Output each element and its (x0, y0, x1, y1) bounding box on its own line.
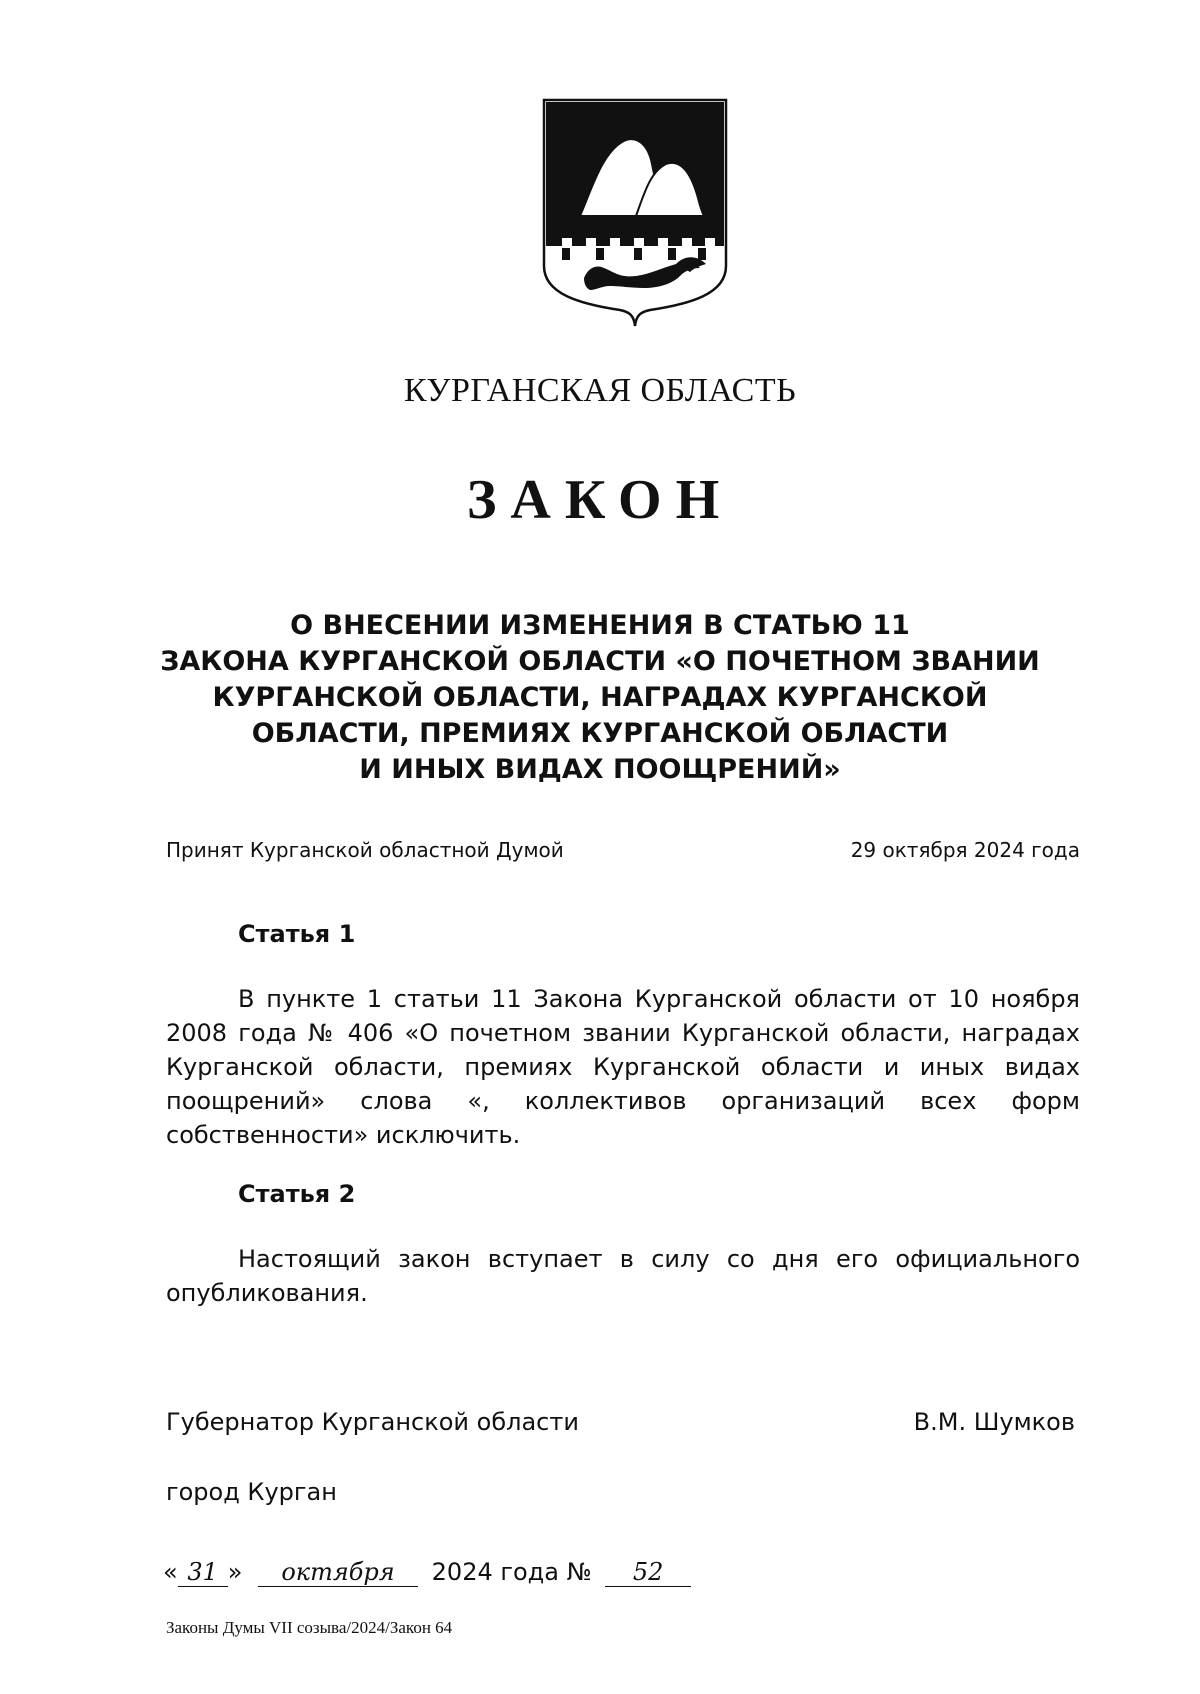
signer-position: Губернатор Курганской области (166, 1408, 579, 1436)
adoption-date: 29 октября 2024 года (850, 838, 1080, 862)
merlon-4 (668, 248, 676, 260)
footer-path: Законы Думы VII созыва/2024/Закон 64 (166, 1618, 453, 1637)
coat-of-arms-emblem (540, 98, 730, 330)
article-2-heading: Статья 2 (238, 1180, 356, 1208)
document-type: ЗАКОН (466, 469, 734, 531)
merlon-5 (698, 248, 706, 260)
close-quote: » (227, 1558, 243, 1586)
day-handwritten: 31 (178, 1558, 228, 1587)
year-and-number-label: 2024 года № (431, 1558, 592, 1586)
article-2-text: Настоящий закон вступает в силу со дня его официального опубликования. (166, 1245, 1080, 1307)
adopted-by: Принят Курганской областной Думой (166, 838, 564, 862)
law-title-line: О ВНЕСЕНИИ ИЗМЕНЕНИЯ В СТАТЬЮ 11 (290, 610, 910, 641)
merlon-2 (596, 248, 604, 260)
signer-name: В.М. Шумков (913, 1408, 1075, 1436)
city: город Курган (166, 1478, 337, 1506)
number-handwritten: 52 (605, 1558, 691, 1587)
merlon-3 (634, 248, 642, 260)
merlon-1 (562, 248, 570, 260)
signing-date-line (163, 1558, 691, 1587)
law-title-line: ЗАКОНА КУРГАНСКОЙ ОБЛАСТИ «О ПОЧЕТНОМ ЗВАНИИ (160, 646, 1040, 677)
month-handwritten: октября (258, 1558, 418, 1587)
article-1-heading: Статья 1 (238, 920, 356, 948)
law-title-line: И ИНЫХ ВИДАХ ПООЩРЕНИЙ» (359, 754, 841, 785)
law-title-line: КУРГАНСКОЙ ОБЛАСТИ, НАГРАДАХ КУРГАНСКОЙ (212, 682, 988, 713)
open-quote: « (163, 1558, 178, 1586)
law-title-line: ОБЛАСТИ, ПРЕМИЯХ КУРГАНСКОЙ ОБЛАСТИ (251, 718, 949, 749)
law-title (0, 608, 1200, 788)
region-title: КУРГАНСКАЯ ОБЛАСТЬ (403, 372, 797, 409)
article-1-text: В пункте 1 статьи 11 Закона Курганской области от 10 ноября 2008 года № 406 «О почетном звании Курганской области, наградах Курганской области, премиях Курганской области и иных видах поощрений» слова «, коллективов организаций всех форм собственности» исключить. (166, 985, 1080, 1149)
